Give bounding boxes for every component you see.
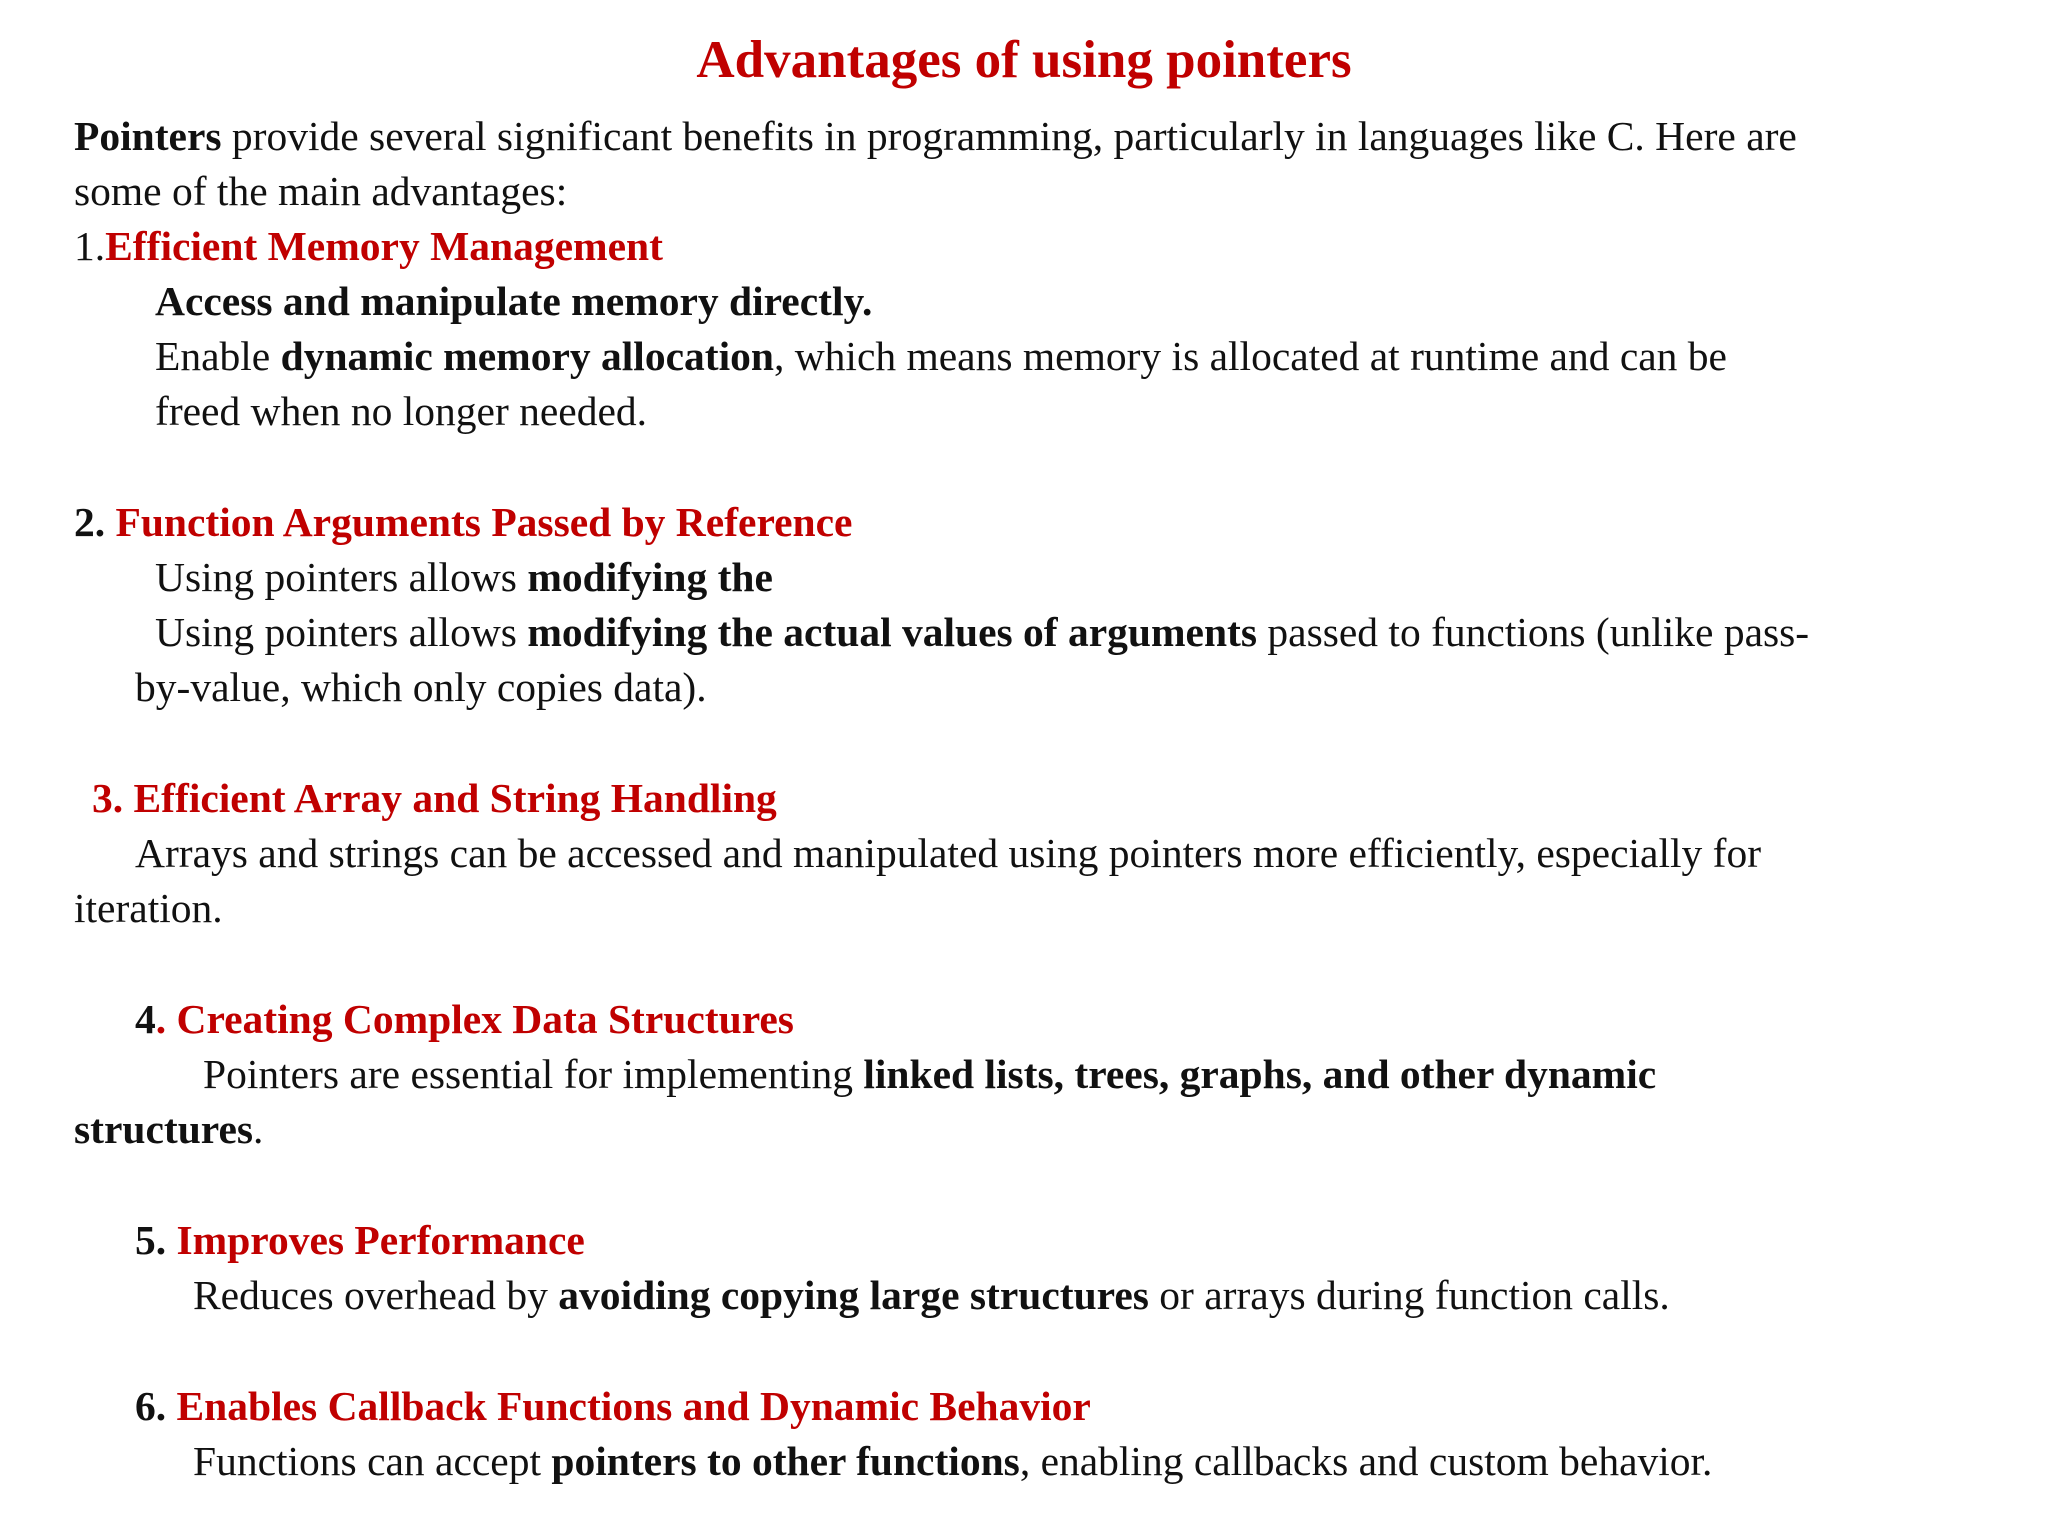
- section-1-heading: Efficient Memory Management: [105, 223, 663, 269]
- section-1-point-2-suffix: , which means memory is allocated at runtime and can be: [773, 333, 1727, 379]
- section-6-number: 6.: [135, 1383, 177, 1429]
- section-2-line-cont: by-value, which only copies data).: [135, 664, 707, 710]
- section-4-text-cont: [74, 1101, 263, 1157]
- section-6-text-bold: pointers to other functions: [551, 1438, 1020, 1484]
- intro-line-2: some of the main advantages:: [74, 168, 568, 214]
- intro-line-1: [74, 108, 1797, 164]
- section-2-partial-prefix: Using pointers allows: [155, 554, 528, 600]
- section-1-heading-line: [74, 218, 663, 274]
- section-1-number: 1.: [74, 223, 106, 269]
- section-2-line: [155, 604, 1809, 660]
- section-5-heading-line: [135, 1212, 585, 1268]
- section-1-point-1: Access and manipulate memory directly.: [155, 278, 873, 324]
- section-4-text-end: .: [253, 1106, 264, 1152]
- section-6-heading-line: [135, 1378, 1091, 1434]
- section-2-heading: Function Arguments Passed by Reference: [115, 499, 853, 545]
- section-6-text-prefix: Functions can accept: [193, 1438, 552, 1484]
- section-4-text-bold-cont: structures: [74, 1106, 254, 1152]
- section-1-point-2: [155, 328, 1727, 384]
- section-3-heading: 3. Efficient Array and String Handling: [92, 775, 777, 821]
- section-5-text-bold: avoiding copying large structures: [558, 1272, 1149, 1318]
- section-4-text: [203, 1046, 1656, 1102]
- section-6-heading: Enables Callback Functions and Dynamic Behavior: [176, 1383, 1091, 1429]
- intro-text-1: provide several significant benefits in programming, particularly in languages like C. Here are: [221, 113, 1797, 159]
- section-2-line-suffix: passed to functions (unlike pass-: [1257, 609, 1810, 655]
- section-5-text-prefix: Reduces overhead by: [193, 1272, 559, 1318]
- section-4-number: 4: [135, 996, 156, 1042]
- section-1-point-2-bold: dynamic memory allocation: [280, 333, 774, 379]
- page-title: Advantages of using pointers: [696, 31, 1352, 89]
- section-2-partial-bold: modifying the: [527, 554, 773, 600]
- section-4-heading: . Creating Complex Data Structures: [155, 996, 794, 1042]
- section-4-text-prefix: Pointers are essential for implementing: [203, 1051, 864, 1097]
- section-4-heading-line: [135, 991, 794, 1047]
- section-4-text-bold: linked lists, trees, graphs, and other dynamic: [863, 1051, 1657, 1097]
- section-5-number: 5.: [135, 1217, 177, 1263]
- section-5-heading: Improves Performance: [176, 1217, 585, 1263]
- section-2-heading-line: [74, 494, 852, 550]
- section-6-text: [193, 1433, 1712, 1489]
- section-2-number: 2.: [74, 499, 116, 545]
- section-1-point-2-prefix: Enable: [155, 333, 281, 379]
- intro-bold-word: Pointers: [74, 113, 222, 159]
- section-1-point-2-cont: freed when no longer needed.: [155, 388, 648, 434]
- section-2-partial-line: [155, 549, 773, 605]
- section-5-text-suffix: or arrays during function calls.: [1148, 1272, 1670, 1318]
- section-3-text-1: Arrays and strings can be accessed and manipulated using pointers more efficiently, especially for: [135, 830, 1762, 876]
- section-3-text-2: iteration.: [74, 885, 223, 931]
- section-2-line-bold: modifying the actual values of arguments: [527, 609, 1258, 655]
- section-5-text: [193, 1267, 1670, 1323]
- section-2-line-prefix: Using pointers allows: [155, 609, 528, 655]
- section-6-text-suffix: , enabling callbacks and custom behavior.: [1019, 1438, 1713, 1484]
